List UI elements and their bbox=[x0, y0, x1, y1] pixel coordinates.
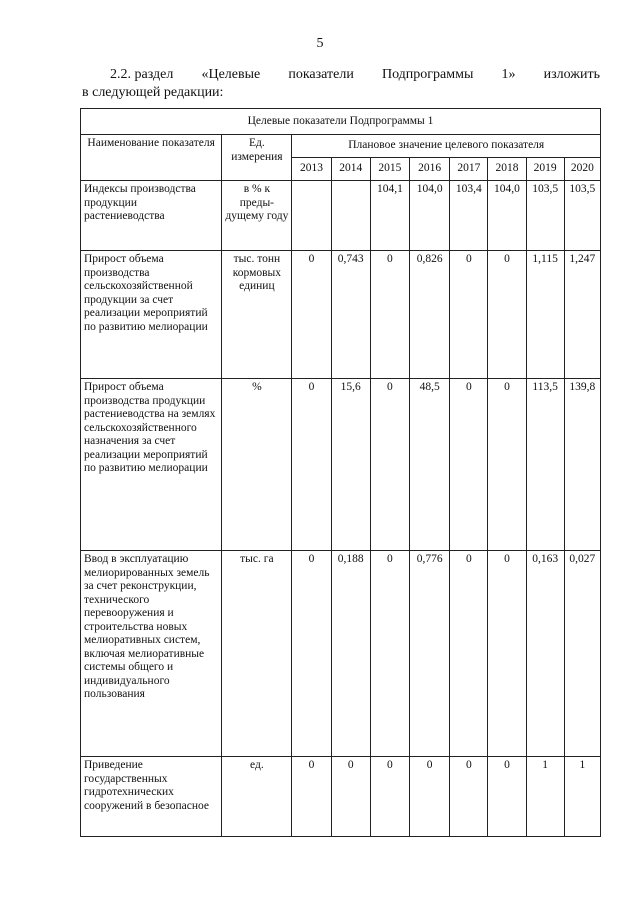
value-cell: 0 bbox=[292, 379, 331, 551]
value-cell: 0 bbox=[450, 379, 488, 551]
value-cell: 1,115 bbox=[526, 251, 564, 379]
value-cell: 0 bbox=[450, 551, 488, 757]
value-cell: 104,1 bbox=[370, 181, 409, 251]
value-cell: 0,188 bbox=[331, 551, 370, 757]
year-header: 2016 bbox=[410, 158, 450, 181]
intro-word: 1» bbox=[501, 67, 516, 82]
header-unit: Ед. измерения bbox=[222, 135, 292, 181]
value-cell: 103,5 bbox=[564, 181, 600, 251]
value-cell: 0 bbox=[370, 251, 409, 379]
value-cell: 113,5 bbox=[526, 379, 564, 551]
table-row bbox=[81, 251, 601, 379]
year-header: 2013 bbox=[292, 158, 331, 181]
value-cell: 0 bbox=[450, 251, 488, 379]
value-cell: 104,0 bbox=[410, 181, 450, 251]
target-indicators-table bbox=[80, 108, 601, 837]
value-cell: 0 bbox=[370, 551, 409, 757]
value-cell: 1,247 bbox=[564, 251, 600, 379]
year-header: 2020 bbox=[564, 158, 600, 181]
year-header: 2015 bbox=[370, 158, 409, 181]
indicator-unit: % bbox=[222, 379, 292, 551]
indicator-unit: тыс. га bbox=[222, 551, 292, 757]
year-header: 2018 bbox=[488, 158, 526, 181]
value-cell: 15,6 bbox=[331, 379, 370, 551]
year-header: 2019 bbox=[526, 158, 564, 181]
table-row bbox=[81, 551, 601, 757]
intro-word: показатели bbox=[288, 67, 354, 82]
value-cell: 104,0 bbox=[488, 181, 526, 251]
value-cell: 1 bbox=[526, 757, 564, 837]
intro-word: Подпрограммы bbox=[381, 67, 474, 82]
value-cell: 0 bbox=[370, 757, 409, 837]
indicator-name: Приведение государственных гидротехнических сооружений в безопасное bbox=[81, 757, 222, 837]
value-cell bbox=[331, 181, 370, 251]
value-cell: 0,163 bbox=[526, 551, 564, 757]
value-cell: 0 bbox=[331, 757, 370, 837]
intro-word: «Целевые bbox=[201, 67, 261, 82]
value-cell: 103,5 bbox=[526, 181, 564, 251]
year-header: 2017 bbox=[450, 158, 488, 181]
value-cell bbox=[292, 181, 331, 251]
value-cell: 0,743 bbox=[331, 251, 370, 379]
value-cell: 0 bbox=[488, 551, 526, 757]
intro-line-2: в следующей редакции: bbox=[82, 85, 224, 100]
value-cell: 103,4 bbox=[450, 181, 488, 251]
year-header: 2014 bbox=[331, 158, 370, 181]
value-cell: 0 bbox=[488, 251, 526, 379]
table-row bbox=[81, 181, 601, 251]
intro-line-1 bbox=[82, 66, 600, 84]
value-cell: 0 bbox=[292, 551, 331, 757]
value-cell: 0 bbox=[488, 757, 526, 837]
indicator-name: Прирост объема производства продукции растениеводства на землях сельскохозяйственного назначения за счет реализации мероприятий по развитию мелиорации bbox=[81, 379, 222, 551]
intro-word: изложить bbox=[543, 67, 600, 82]
value-cell: 0 bbox=[292, 251, 331, 379]
value-cell: 139,8 bbox=[564, 379, 600, 551]
header-indicator-name: Наименование показателя bbox=[81, 135, 222, 181]
table-caption: Целевые показатели Подпрограммы 1 bbox=[81, 109, 601, 135]
table-row bbox=[81, 757, 601, 837]
indicator-name: Прирост объема производства сельскохозяйственной продукции за счет реализации мероприятий по развитию мелиорации bbox=[81, 251, 222, 379]
value-cell: 0,027 bbox=[564, 551, 600, 757]
indicator-unit: тыс. тонн кормовых единиц bbox=[222, 251, 292, 379]
value-cell: 0 bbox=[370, 379, 409, 551]
value-cell: 0 bbox=[292, 757, 331, 837]
intro-paragraph bbox=[82, 66, 600, 102]
indicator-name: Индексы производства продукции растениеводства bbox=[81, 181, 222, 251]
value-cell: 0 bbox=[410, 757, 450, 837]
value-cell: 1 bbox=[564, 757, 600, 837]
indicator-unit: ед. bbox=[222, 757, 292, 837]
header-planned-value: Плановое значение целевого показателя bbox=[292, 135, 601, 158]
value-cell: 0,826 bbox=[410, 251, 450, 379]
value-cell: 48,5 bbox=[410, 379, 450, 551]
value-cell: 0 bbox=[450, 757, 488, 837]
indicator-unit: в % к преды-дущему году bbox=[222, 181, 292, 251]
value-cell: 0 bbox=[488, 379, 526, 551]
value-cell: 0,776 bbox=[410, 551, 450, 757]
table-row bbox=[81, 379, 601, 551]
page-number: 5 bbox=[316, 36, 324, 51]
intro-word: 2.2. раздел bbox=[110, 67, 174, 82]
indicator-name: Ввод в эксплуатацию мелиорированных земель за счет реконструкции, технического перевооружения и строительства новых мелиоративных систем, включая мелиоративные системы общего и индивидуального пользования bbox=[81, 551, 222, 757]
